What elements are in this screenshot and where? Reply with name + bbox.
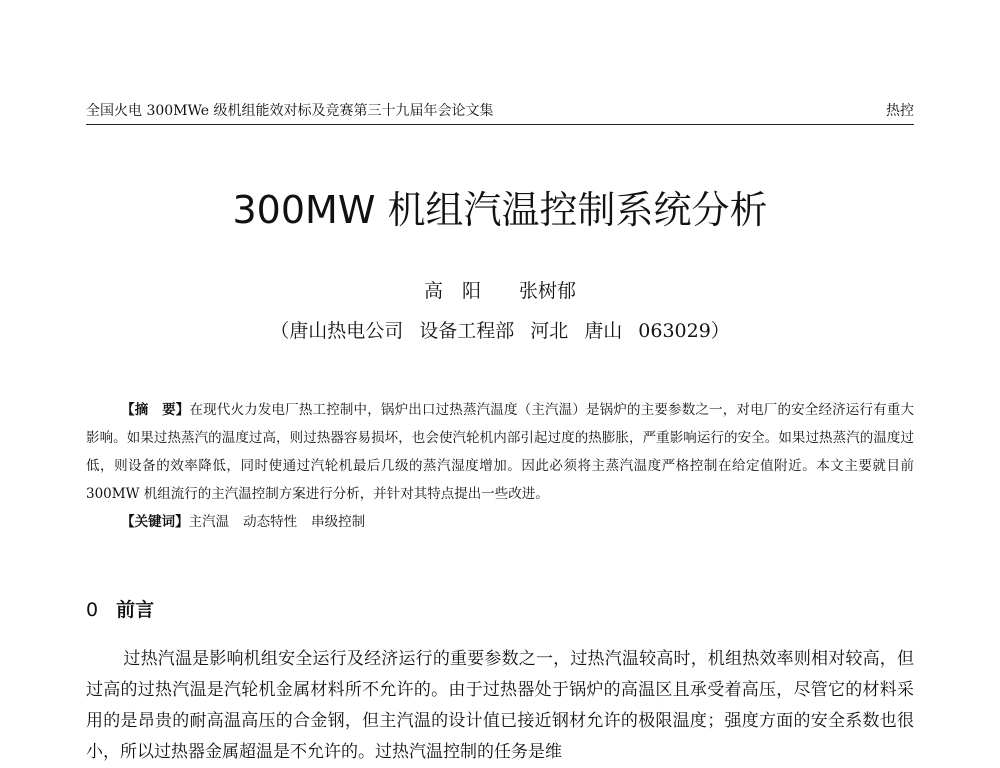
abstract-paragraph	[86, 396, 914, 508]
running-header	[86, 100, 914, 125]
header-section-label: 热控	[886, 103, 914, 119]
paper-title: 300MW 机组汽温控制系统分析	[232, 188, 768, 232]
author-list	[0, 278, 1000, 304]
keywords-line	[86, 508, 914, 536]
affiliation-postcode: 063029	[638, 320, 711, 342]
affiliation-department: 设备工程部	[419, 320, 515, 342]
section-number: 0	[86, 599, 99, 621]
keyword: 动态特性	[243, 514, 298, 530]
section-heading	[86, 596, 154, 624]
keyword: 串级控制	[311, 514, 366, 530]
keywords-label: 【关键词】	[121, 514, 189, 530]
author-name: 张树郁	[519, 280, 577, 302]
keyword: 主汽温	[188, 514, 230, 530]
header-proceedings-title: 全国火电 300MWe 级机组能效对标及竞赛第三十九届年会论文集	[86, 103, 494, 119]
abstract-text: 在现代火力发电厂热工控制中，锅炉出口过热蒸汽温度（主汽温）是锅炉的主要参数之一，对电厂的安全经济运行有重大影响。如果过热蒸汽的温度过高，则过热器容易损坏，也会使汽轮机内部引起过度的热膨胀，严重影响运行的安全。如果过热蒸汽的温度过低，则设备的效率降低，同时使通过汽轮机最后几级的蒸汽湿度增加。因此必须将主蒸汽温度严格控制在给定值附近。本文主要就目前 300MW 机组流行的主汽温控制方案进行分析，并针对其特点提出一些改进。	[86, 402, 915, 502]
affiliation-open-paren: （	[270, 320, 290, 342]
affiliation-city: 唐山	[584, 320, 623, 342]
section-title: 前言	[116, 599, 155, 621]
abstract-block	[86, 396, 914, 536]
author-name: 高 阳	[423, 280, 481, 302]
abstract-label: 【摘 要】	[121, 402, 190, 418]
affiliation-company: 唐山热电公司	[289, 320, 404, 342]
affiliation-close-paren: ）	[710, 320, 730, 342]
affiliation-province: 河北	[530, 320, 569, 342]
author-affiliation	[0, 318, 1000, 344]
body-paragraph: 过热汽温是影响机组安全运行及经济运行的重要参数之一，过热汽温较高时，机组热效率则相对较高，但过高的过热汽温是汽轮机金属材料所不允许的。由于过热器处于锅炉的高温区且承受着高压，尽管它的材料采用的是昂贵的耐高温高压的合金钢，但主汽温的设计值已接近钢材允许的极限温度；强度方面的安全系数也很小，所以过热器金属超温是不允许的。过热汽温控制的任务是维	[86, 649, 914, 762]
